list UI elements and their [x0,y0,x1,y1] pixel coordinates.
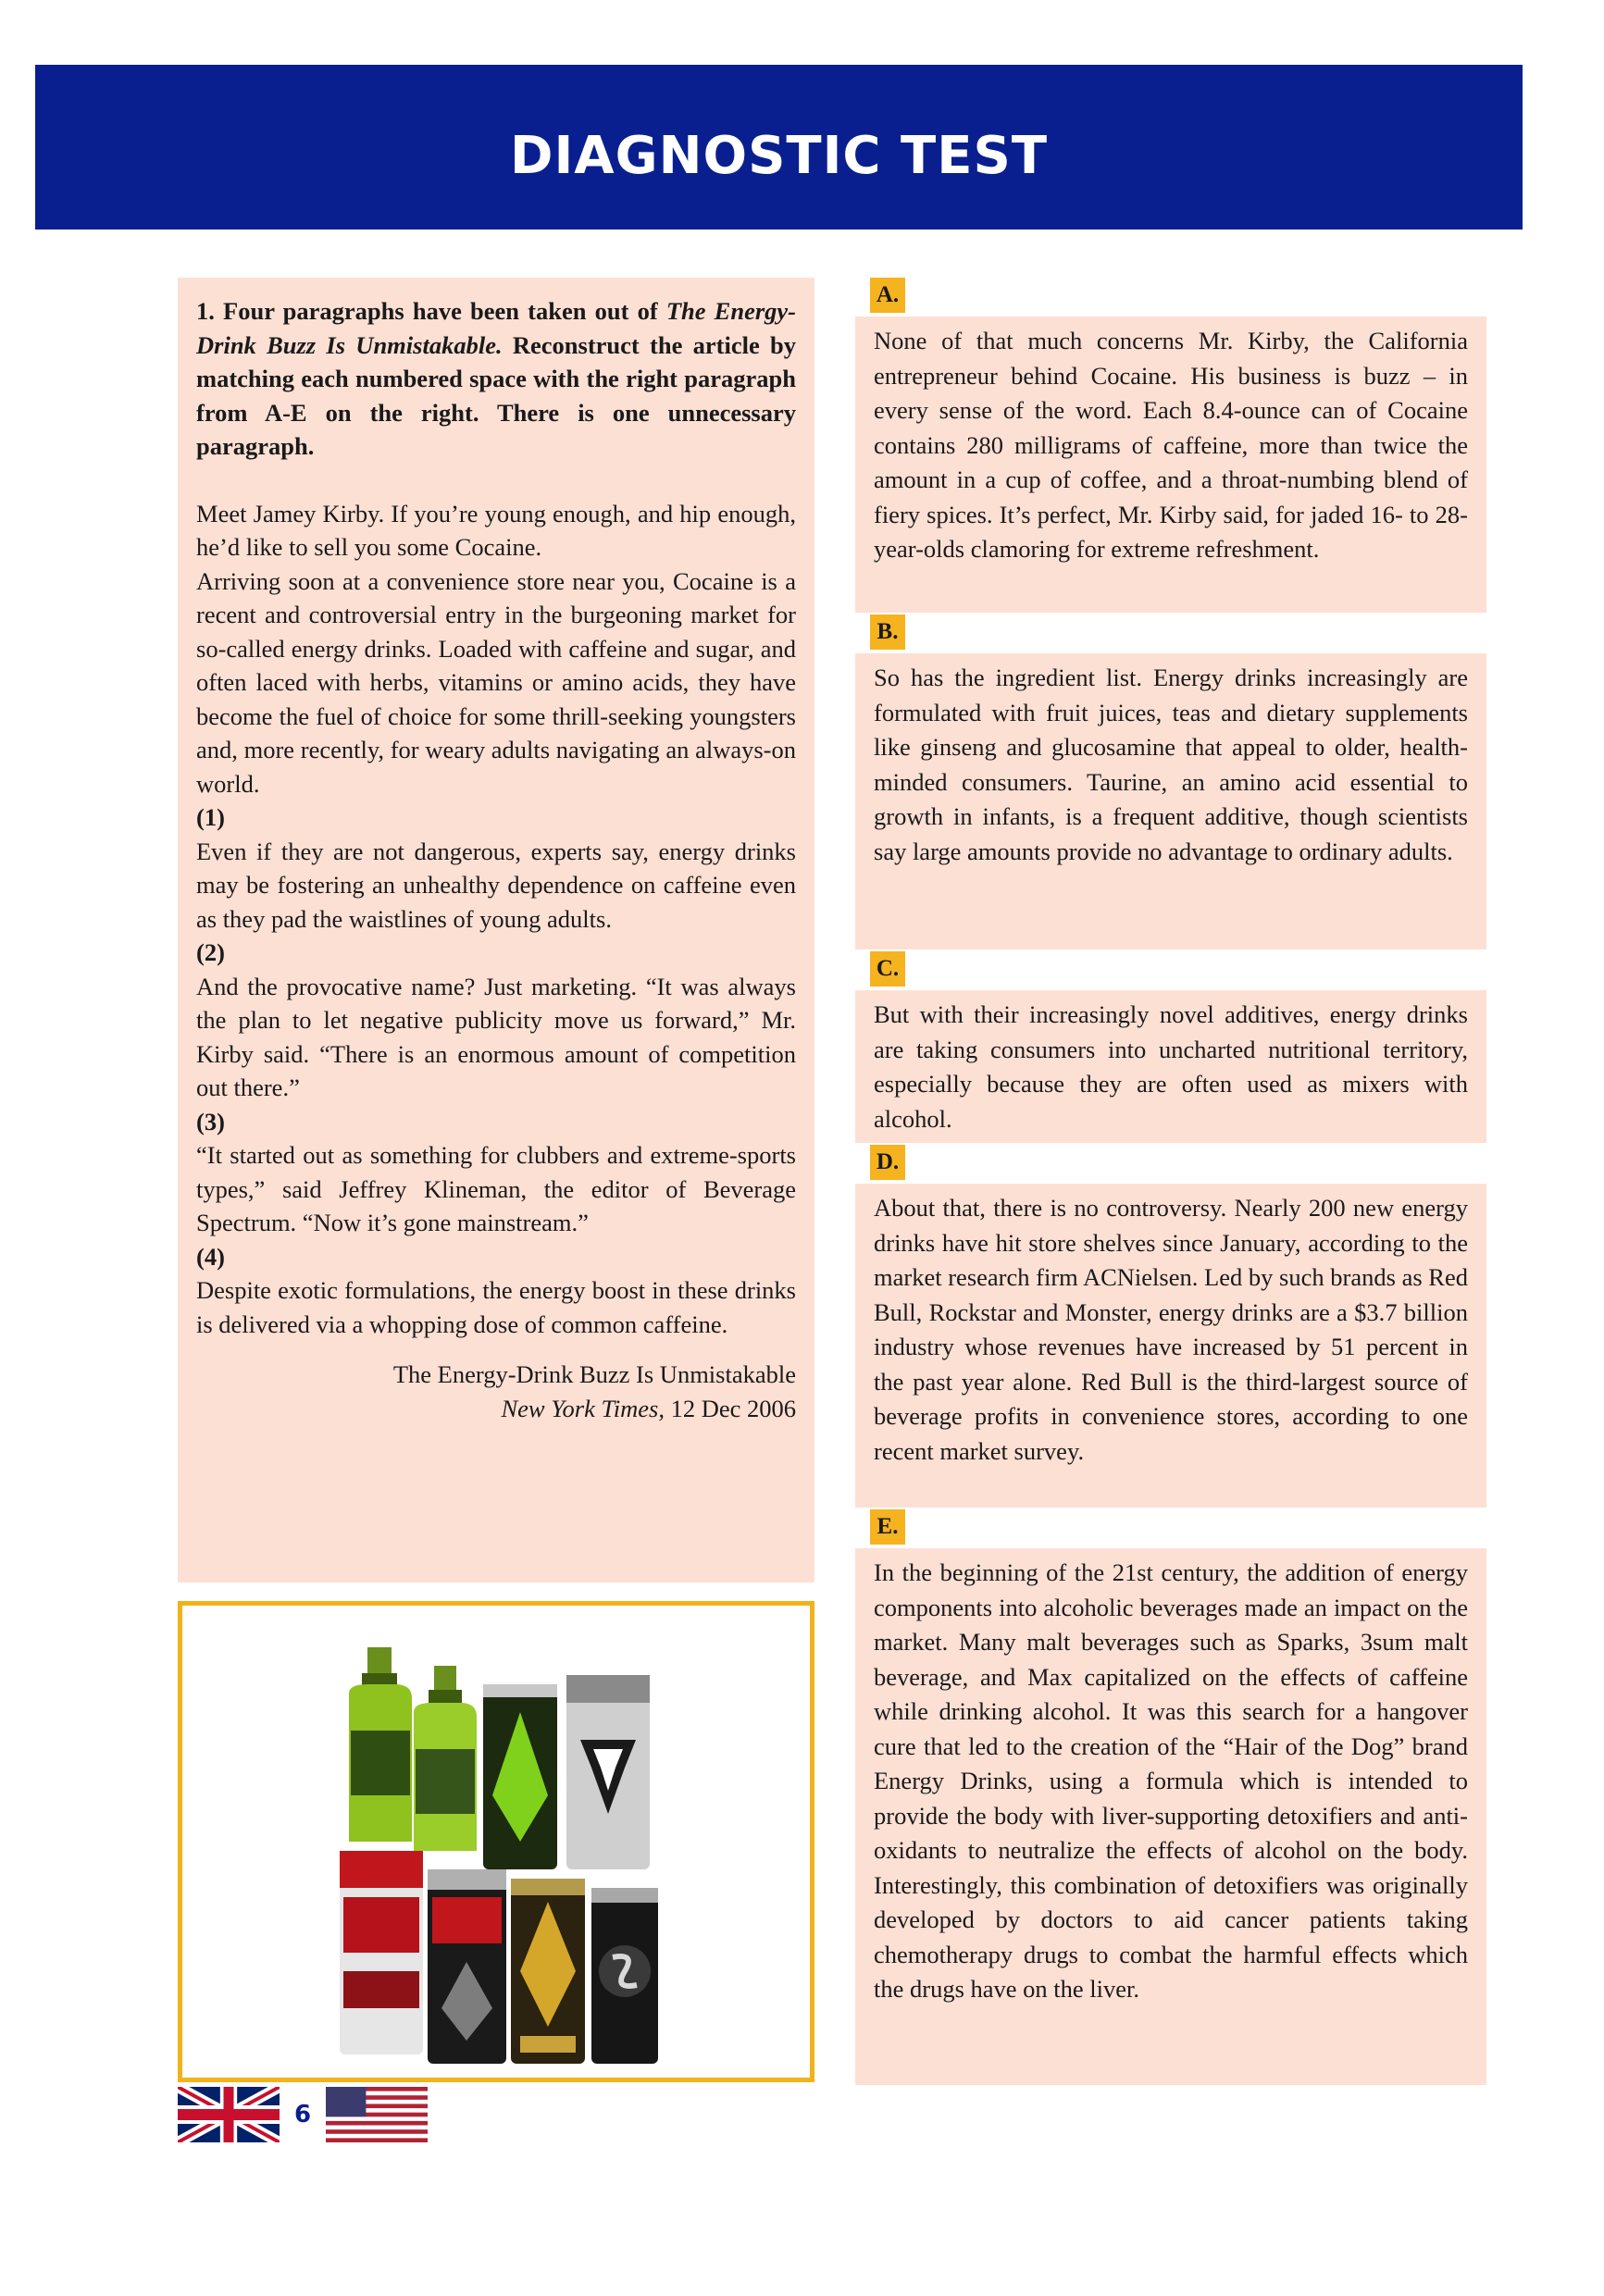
dark-can-icon [591,1888,658,2064]
gap-marker-2: (2) [196,938,225,966]
option-e-strip [905,1509,1486,1545]
silver-can-icon [566,1675,650,1869]
gold-can-icon [511,1879,585,2064]
green-bottle-icon [349,1647,412,1842]
gap-marker-4: (4) [196,1242,225,1271]
instruction-text-continued: Reconstruct the article by matching each numbered space with the right paragraph from A-E on the right. There is one unnecessary paragraph. [196,330,796,460]
option-a-label: A. [870,278,905,313]
energy-drinks-image-frame [178,1601,814,2082]
article-paragraph-2: And the provocative name? Just marketing. “It was always the plan to let negative publicity move us forward,” Mr. Kirby said. “There is an enormous amount of competition out there.” [196,972,796,1101]
task-instructions [196,294,796,464]
option-c-text: But with their increasingly novel additives, energy drinks are taking consumers into uncharted nutritional territory, especially because they are often used as mixers with alcohol. [855,990,1486,1143]
option-c-strip [905,951,1486,987]
task-box [178,278,814,1582]
article-source [196,1358,796,1425]
uk-flag-icon [178,2087,280,2142]
option-d-label: D. [870,1145,905,1180]
green-can-icon [483,1684,557,1869]
page-title: DIAGNOSTIC TEST [509,125,1049,186]
option-e-text: In the beginning of the 21st century, the addition of energy components into alcoholic beverages made an impact on the market. Many malt beverages such as Sparks, 3sum malt beverage, and Max capitalized on the effects of caffeine while drinking alcohol. It was this search for a hangover cure that led to the creation of the “Hair of the Dog” brand Energy Drinks, using a formula which is intended to provide the body with liver-supporting detoxifiers and anti-oxidants to neutralize the effects of alcohol on the body. Interestingly, this combination of detoxifiers was originally developed by doctors to aid cancer patients taking chemotherapy drugs to combat the harmful effects which the drugs have on the liver. [855,1548,1486,2085]
option-d-text: About that, there is no controversy. Nearly 200 new energy drinks have hit store shelves since January, according to the market research firm ACNielsen. Led by such brands as Red Bull, Rockstar and Monster, energy drinks are a $3.7 billion industry whose revenues have increased by 51 percent in the past year alone. Red Bull is the third-largest source of beverage profits in convenience stores, according to one recent market survey. [855,1184,1486,1508]
article-paragraph-1: Even if they are not dangerous, experts say, energy drinks may be fostering an unhealthy dependence on caffeine even as they pad the waistlines of young adults. [196,837,796,933]
option-b-text: So has the ingredient list. Energy drinks increasingly are formulated with fruit juices, teas and dietary supplements like ginseng and glucosamine that appeal to older, health-minded consumers. Taurine, an amino acid essential to growth in infants, is a frequent additive, though scientists say large amounts provide no advantage to ordinary adults. [855,653,1486,949]
page-number: 6 [293,2101,312,2128]
option-a-strip [905,278,1486,313]
article-paragraph-4: Despite exotic formulations, the energy boost in these drinks is delivered via a whopping dose of common caffeine. [196,1276,796,1338]
us-flag-icon [326,2087,428,2142]
red-white-can-icon [340,1851,423,2054]
article-paragraph-3: “It started out as something for clubbers and extreme-sports types,” said Jeffrey Klineman, the editor of Beverage Spectrum. “Now it’s gone mainstream.” [196,1141,796,1236]
intro-paragraph-1: Meet Jamey Kirby. If you’re young enough, and hip enough, he’d like to sell you some Cocaine. [196,499,796,561]
option-a-text: None of that much concerns Mr. Kirby, the California entrepreneur behind Cocaine. His business is buzz – in every sense of the word. Each 8.4-ounce can of Cocaine contains 280 milligrams of caffeine, more than twice the amount in a cup of coffee, and a throat-numbing blend of fiery spices. It’s perfect, Mr. Kirby said, for jaded 16- to 28-year-olds clamoring for extreme refreshment. [855,316,1486,613]
intro-paragraph-2: Arriving soon at a convenience store near you, Cocaine is a recent and controversial entry in the burgeoning market for so-called energy drinks. Loaded with caffeine and sugar, and often laced with herbs, vitamins or amino acids, they have become the fuel of choice for some thrill-seeking youngsters and, more recently, for weary adults navigating an always-on world. [196,566,796,798]
gap-marker-1: (1) [196,803,225,831]
footer [178,2087,428,2142]
green-bottle-icon [414,1666,477,1851]
source-title: The Energy-Drink Buzz Is Unmistakable [392,1360,796,1388]
gap-marker-3: (3) [196,1107,225,1136]
option-b-strip [905,614,1486,650]
instruction-article-title: The Energy-Drink Buzz Is Unmistakable. [196,297,796,359]
option-d-strip [905,1145,1486,1180]
source-publication [196,1392,796,1426]
black-red-can-icon [428,1869,506,2064]
source-publication-name: New York Times, [501,1394,665,1422]
option-c-label: C. [870,951,905,987]
option-b-label: B. [870,614,905,650]
source-date: 12 Dec 2006 [664,1394,796,1422]
header-banner [35,65,1523,230]
instruction-text: 1. Four paragraphs have been taken out of [196,297,666,325]
energy-drinks-illustration [330,1620,664,2073]
option-e-label: E. [870,1509,905,1545]
